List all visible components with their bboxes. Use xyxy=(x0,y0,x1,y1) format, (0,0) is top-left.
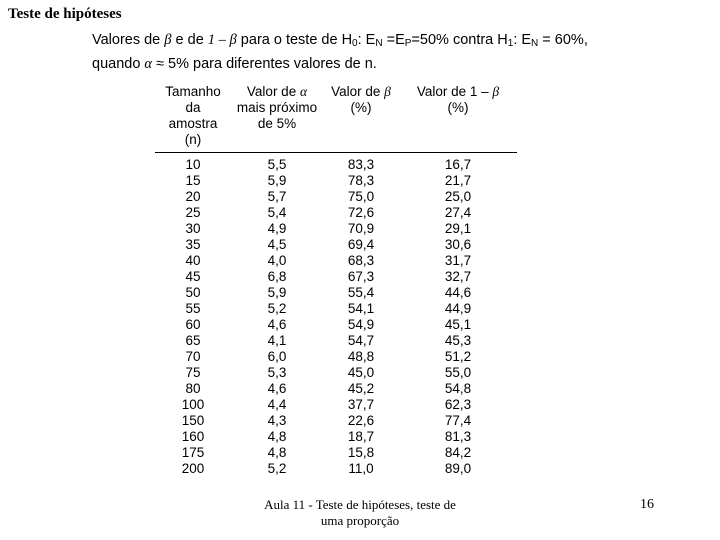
cell-power: 31,7 xyxy=(444,253,472,268)
cell-beta: 67,3 xyxy=(347,269,375,284)
table-row xyxy=(155,153,517,174)
cell-alpha: 6,0 xyxy=(267,349,287,364)
cell-power: 84,2 xyxy=(444,445,472,460)
caption-text: ≈ 5% para diferentes valores de n. xyxy=(152,56,377,72)
cell-power: 45,1 xyxy=(444,317,472,332)
caption-text: : E xyxy=(513,32,532,48)
table-row xyxy=(155,285,517,301)
table-row xyxy=(155,413,517,429)
header-text: Valor de xyxy=(331,84,381,99)
table-row xyxy=(155,461,517,477)
cell-power: 29,1 xyxy=(444,221,472,236)
cell-alpha: 6,8 xyxy=(267,269,287,284)
cell-n: 15 xyxy=(185,173,201,188)
cell-beta: 69,4 xyxy=(347,237,375,252)
cell-power: 77,4 xyxy=(444,413,472,428)
cell-n: 200 xyxy=(181,461,205,476)
cell-alpha: 4,0 xyxy=(267,253,287,268)
footer-line: uma proporção xyxy=(320,513,400,528)
cell-alpha: 5,4 xyxy=(267,205,287,220)
beta-symbol: β xyxy=(492,84,500,99)
subscript: 0 xyxy=(352,38,358,49)
header-sample-size xyxy=(155,84,231,153)
cell-alpha: 5,7 xyxy=(267,189,287,204)
beta-symbol: β xyxy=(384,84,391,99)
cell-beta: 78,3 xyxy=(347,173,375,188)
cell-alpha: 4,4 xyxy=(267,397,287,412)
cell-n: 20 xyxy=(185,189,201,204)
caption-text: para o teste de H xyxy=(236,32,353,48)
cell-beta: 70,9 xyxy=(347,221,375,236)
cell-beta: 18,7 xyxy=(347,429,375,444)
cell-power: 44,6 xyxy=(444,285,472,300)
cell-power: 44,9 xyxy=(444,301,472,316)
page-number: 16 xyxy=(640,497,654,512)
cell-power: 81,3 xyxy=(444,429,472,444)
header-text: de 5% xyxy=(257,116,297,131)
cell-alpha: 4,6 xyxy=(267,381,287,396)
header-text: (n) xyxy=(184,132,202,147)
cell-beta: 11,0 xyxy=(348,461,374,476)
cell-power: 16,7 xyxy=(444,157,472,172)
cell-beta: 68,3 xyxy=(347,253,375,268)
table-row xyxy=(155,189,517,205)
cell-n: 60 xyxy=(185,317,201,332)
cell-n: 35 xyxy=(185,237,201,252)
cell-power: 30,6 xyxy=(444,237,472,252)
caption-text: e de xyxy=(171,32,208,48)
cell-beta: 55,4 xyxy=(347,285,375,300)
table-row xyxy=(155,445,517,461)
cell-n: 40 xyxy=(185,253,201,268)
cell-beta: 45,2 xyxy=(347,381,375,396)
cell-power: 51,2 xyxy=(444,349,472,364)
header-beta xyxy=(323,84,399,153)
cell-n: 80 xyxy=(185,381,201,396)
cell-n: 65 xyxy=(185,333,201,348)
header-text: Tamanho xyxy=(165,84,221,99)
cell-power: 32,7 xyxy=(444,269,472,284)
cell-beta: 45,0 xyxy=(347,365,375,380)
cell-beta: 22,6 xyxy=(347,413,375,428)
subscript: P xyxy=(404,38,412,49)
alpha-symbol: α xyxy=(299,84,308,99)
cell-alpha: 5,5 xyxy=(267,157,287,172)
cell-beta: 54,9 xyxy=(347,317,375,332)
table-body xyxy=(155,153,517,478)
cell-n: 25 xyxy=(185,205,201,220)
cell-alpha: 5,9 xyxy=(267,285,287,300)
cell-beta: 37,7 xyxy=(347,397,375,412)
table-row xyxy=(155,221,517,237)
cell-beta: 48,8 xyxy=(347,349,375,364)
cell-beta: 54,1 xyxy=(347,301,375,316)
cell-n: 55 xyxy=(185,301,201,316)
table-row xyxy=(155,333,517,349)
header-text: (%) xyxy=(350,100,372,115)
cell-beta: 83,3 xyxy=(347,157,375,172)
table-row xyxy=(155,301,517,317)
header-text: (%) xyxy=(447,100,469,115)
cell-alpha: 4,8 xyxy=(267,429,287,444)
cell-power: 21,7 xyxy=(444,173,472,188)
cell-power: 62,3 xyxy=(444,397,472,412)
cell-n: 45 xyxy=(185,269,201,284)
caption-text: =E xyxy=(382,32,405,48)
cell-power: 54,8 xyxy=(444,381,472,396)
caption-text: quando xyxy=(92,56,145,72)
cell-beta: 15,8 xyxy=(347,445,375,460)
cell-n: 10 xyxy=(185,157,201,172)
beta-symbol: β xyxy=(164,32,172,48)
cell-n: 160 xyxy=(181,429,205,444)
subscript: N xyxy=(531,38,539,49)
cell-power: 89,0 xyxy=(444,461,472,476)
header-text: Valor de 1 – xyxy=(416,84,489,99)
caption-text: = 60%, xyxy=(538,32,588,48)
cell-power: 25,0 xyxy=(444,189,472,204)
subscript: N xyxy=(375,38,383,49)
table-row xyxy=(155,365,517,381)
cell-alpha: 4,3 xyxy=(267,413,287,428)
table-row xyxy=(155,237,517,253)
table-caption xyxy=(92,30,612,74)
cell-beta: 72,6 xyxy=(347,205,375,220)
cell-alpha: 4,5 xyxy=(267,237,287,252)
cell-alpha: 4,1 xyxy=(267,333,287,348)
cell-alpha: 4,9 xyxy=(267,221,287,236)
caption-text: : E xyxy=(357,32,376,48)
header-text: da xyxy=(185,100,201,115)
table-row xyxy=(155,429,517,445)
table-row xyxy=(155,173,517,189)
table-header-row xyxy=(155,84,517,153)
cell-beta: 75,0 xyxy=(347,189,375,204)
footer-course-info xyxy=(240,497,480,529)
cell-alpha: 4,6 xyxy=(267,317,287,332)
alpha-symbol: α xyxy=(144,56,153,72)
results-table xyxy=(155,84,517,477)
header-text: Valor de xyxy=(246,84,297,99)
table-row xyxy=(155,253,517,269)
cell-n: 175 xyxy=(181,445,205,460)
caption-text: Valores de xyxy=(92,32,165,48)
power-symbol: 1 – β xyxy=(207,32,237,48)
cell-alpha: 4,8 xyxy=(267,445,287,460)
table-row xyxy=(155,317,517,333)
cell-power: 45,3 xyxy=(444,333,472,348)
cell-alpha: 5,9 xyxy=(267,173,287,188)
cell-beta: 54,7 xyxy=(347,333,375,348)
table-row xyxy=(155,269,517,285)
table-row xyxy=(155,397,517,413)
cell-alpha: 5,2 xyxy=(267,301,287,316)
header-power xyxy=(399,84,517,153)
header-text: amostra xyxy=(168,116,218,131)
cell-alpha: 5,3 xyxy=(267,365,287,380)
cell-n: 50 xyxy=(185,285,201,300)
cell-alpha: 5,2 xyxy=(267,461,287,476)
header-alpha xyxy=(231,84,323,153)
cell-n: 100 xyxy=(181,397,205,412)
table-row xyxy=(155,381,517,397)
table-row xyxy=(155,205,517,221)
subscript: 1 xyxy=(507,38,514,49)
header-text: mais próximo xyxy=(236,100,318,115)
cell-n: 30 xyxy=(185,221,201,236)
footer-line: Aula 11 - Teste de hipóteses, teste de xyxy=(264,497,456,512)
slide-title: Teste de hipóteses xyxy=(8,6,122,22)
cell-power: 55,0 xyxy=(444,365,472,380)
cell-n: 75 xyxy=(185,365,201,380)
caption-text: =50% contra H xyxy=(411,32,508,48)
cell-n: 150 xyxy=(181,413,205,428)
cell-power: 27,4 xyxy=(444,205,472,220)
table-row xyxy=(155,349,517,365)
cell-n: 70 xyxy=(185,349,201,364)
